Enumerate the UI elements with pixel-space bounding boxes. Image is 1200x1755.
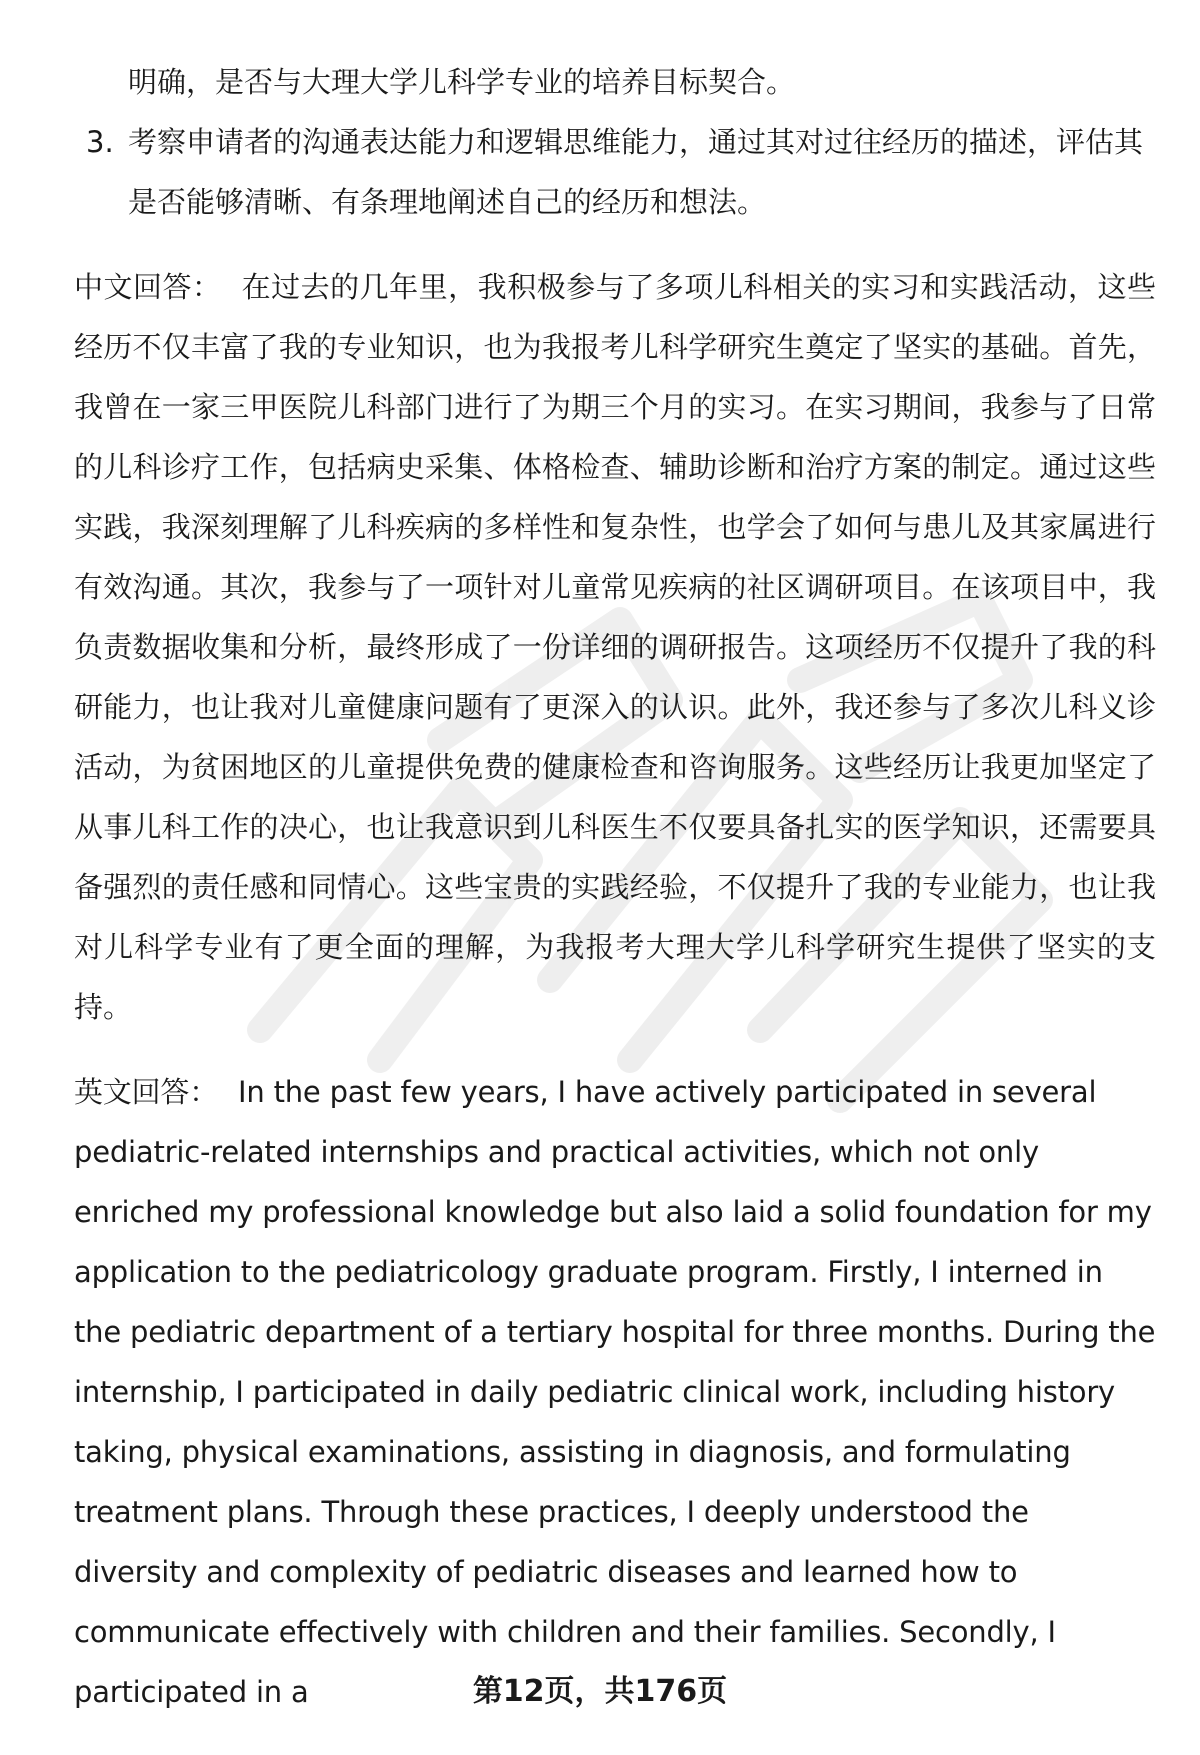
list-item-text: 考察申请者的沟通表达能力和逻辑思维能力，通过其对过往经历的描述，评估其是否能够清晰、有条理地阐述自己的经历和想法。 — [128, 125, 1144, 219]
chinese-answer-paragraph — [74, 257, 1156, 1037]
chinese-answer-text: 在过去的几年里，我积极参与了多项儿科相关的实习和实践活动，这些经历不仅丰富了我的专业知识，也为我报考儿科学研究生奠定了坚实的基础。首先，我曾在一家三甲医院儿科部门进行了为期三个月的实习。在实习期间，我参与了日常的儿科诊疗工作，包括病史采集、体格检查、辅助诊断和治疗方案的制定。通过这些实践，我深刻理解了儿科疾病的多样性和复杂性，也学会了如何与患儿及其家属进行有效沟通。其次，我参与了一项针对儿童常见疾病的社区调研项目。在该项目中，我负责数据收集和分析，最终形成了一份详细的调研报告。这项经历不仅提升了我的科研能力，也让我对儿童健康问题有了更深入的认识。此外，我还参与了多次儿科义诊活动，为贫困地区的儿童提供免费的健康检查和咨询服务。这些经历让我更加坚定了从事儿科工作的决心，也让我意识到儿科医生不仅要具备扎实的医学知识，还需要具备强烈的责任感和同情心。这些宝贵的实践经验，不仅提升了我的专业能力，也让我对儿科学专业有了更全面的理解，为我报考大理大学儿科学研究生提供了坚实的支持。 — [74, 270, 1156, 1024]
list-item-continuation — [74, 52, 1156, 112]
list-item-continuation-text: 明确，是否与大理大学儿科学专业的培养目标契合。 — [128, 65, 796, 99]
main-content — [74, 52, 1156, 1722]
english-answer-text: In the past few years, I have actively participated in several pediatric-related internships and practical activities, which not only enriched my professional knowledge but also laid a solid foundation for my application to the pediatricology graduate program. Firstly, I interned in the pediatric department of a tertiary hospital for three months. During the internship, I participated in daily pediatric clinical work, including history taking, physical examinations, assisting in diagnosis, and formulating treatment plans. Through these practices, I deeply understood the diversity and complexity of pediatric diseases and learned how to communicate effectively with children and their families. Secondly, I participated in a — [74, 1075, 1156, 1709]
chinese-answer-label: 中文回答： — [74, 270, 222, 304]
page-number-footer: 第12页，共176页 — [472, 1674, 728, 1709]
list-number: 3. — [86, 125, 114, 159]
list-item-3 — [74, 112, 1156, 232]
english-answer-paragraph — [74, 1062, 1156, 1722]
english-answer-label: 英文回答： — [74, 1075, 219, 1109]
